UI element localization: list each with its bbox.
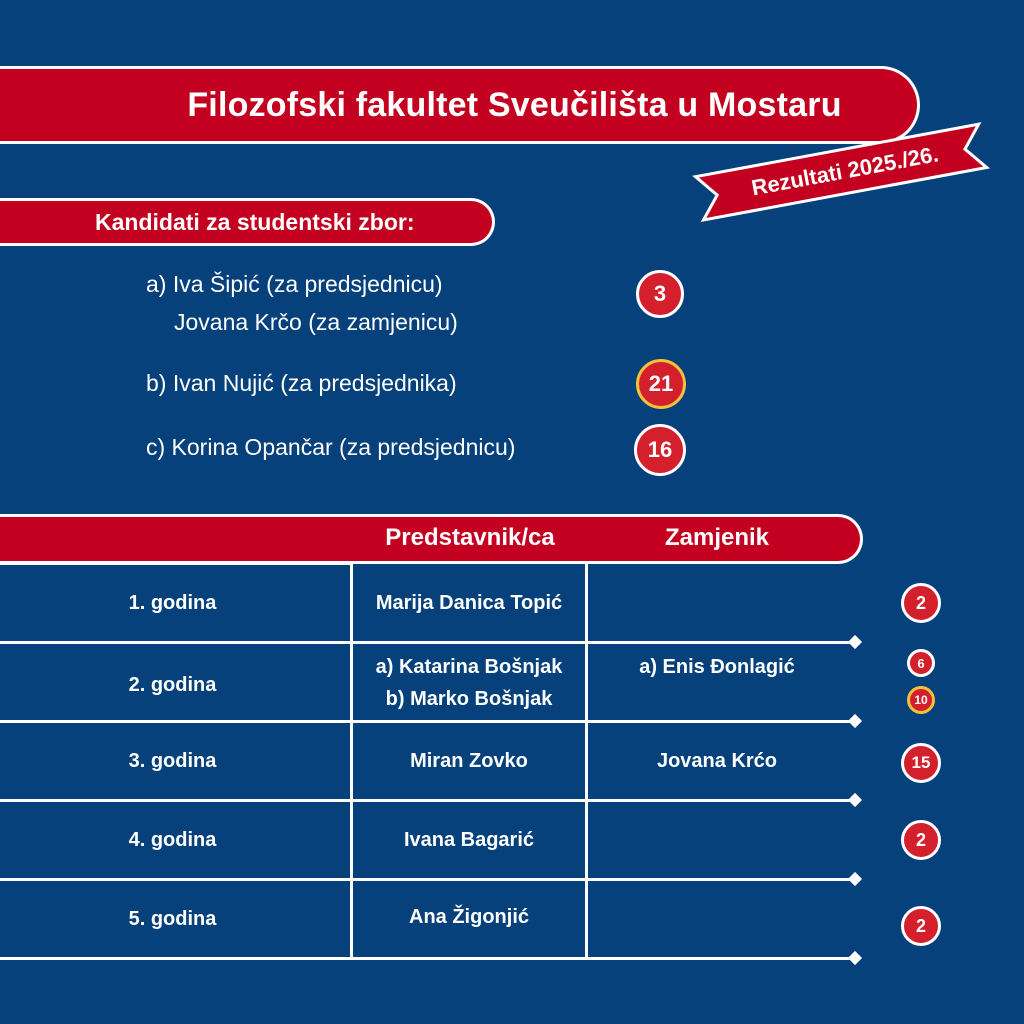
row-5-deputy	[588, 899, 846, 935]
row-2-rep-name-b: b) Marko Bošnjak	[385, 688, 553, 710]
row-3-rep-name: Miran Zovko	[410, 750, 528, 772]
col-header-deputy: Zamjenik	[664, 524, 770, 551]
candidate-a-line-1: a) Iva Šipić (za predsjednicu)	[146, 271, 443, 297]
votes-badge-a: 3	[636, 270, 684, 318]
row-5-rep-name: Ana Žigonjić	[409, 906, 529, 928]
row-4-votes-badge: 2	[901, 820, 941, 860]
row-divider-4	[0, 878, 855, 881]
candidate-c-line-1: c) Korina Opančar (za predsjednicu)	[146, 434, 516, 460]
row-year-1: 1. godina	[128, 591, 217, 614]
row-1-votes-badge: 2	[901, 583, 941, 623]
row-divider-2	[0, 720, 855, 723]
row-2-rep	[353, 650, 585, 716]
row-5-rep	[353, 899, 585, 935]
row-year-3: 3. godina	[128, 749, 217, 772]
row-3-deputy	[588, 743, 846, 779]
page-title-text: Filozofski fakultet Sveučilišta u Mostaru	[187, 85, 842, 124]
row-1-rep-name: Marija Danica Topić	[375, 592, 563, 614]
row-divider-5-arrowhead	[848, 951, 862, 965]
candidate-a	[146, 265, 458, 341]
row-1-rep	[353, 585, 585, 621]
row-5-votes-badge: 2	[901, 906, 941, 946]
row-2-rep-name-a: a) Katarina Bošnjak	[375, 656, 563, 678]
ribbon-label: Rezultati 2025./26.	[749, 141, 941, 201]
row-divider-2-arrowhead	[848, 714, 862, 728]
row-3-rep	[353, 743, 585, 779]
row-year-5: 5. godina	[128, 907, 217, 930]
grid-hline-top-left	[0, 562, 350, 565]
row-4-deputy	[588, 822, 846, 858]
row-divider-5	[0, 957, 855, 960]
row-1-deputy	[588, 585, 846, 621]
row-2-votes-badge-b-winner: 10	[907, 686, 935, 714]
row-divider-1	[0, 641, 855, 644]
row-divider-4-arrowhead	[848, 872, 862, 886]
row-2-deputy-name: a) Enis Đonlagić	[639, 656, 795, 678]
row-3-votes-badge: 15	[901, 743, 941, 783]
candidates-header: Kandidati za studentski zbor:	[95, 208, 415, 235]
col-header-representative: Predstavnik/ca	[385, 524, 555, 551]
votes-badge-c: 16	[634, 424, 686, 476]
row-divider-3-arrowhead	[848, 793, 862, 807]
row-3-deputy-name: Jovana Krćo	[656, 750, 778, 772]
votes-badge-b-winner: 21	[636, 359, 686, 409]
row-2-votes-badge-a: 6	[907, 649, 935, 677]
row-year-2: 2. godina	[128, 673, 217, 696]
candidate-b-line-1: b) Ivan Nujić (za predsjednika)	[146, 370, 457, 396]
row-divider-3	[0, 799, 855, 802]
candidate-b	[146, 364, 457, 402]
candidate-c	[146, 428, 515, 466]
row-4-rep	[353, 822, 585, 858]
candidate-a-line-2: Jovana Krčo (za zamjenicu)	[174, 309, 458, 335]
grid-hline-top-join	[585, 562, 588, 565]
row-year-4: 4. godina	[128, 828, 217, 851]
row-4-rep-name: Ivana Bagarić	[403, 829, 535, 851]
row-2-deputy	[588, 650, 846, 684]
row-divider-1-arrowhead	[848, 635, 862, 649]
